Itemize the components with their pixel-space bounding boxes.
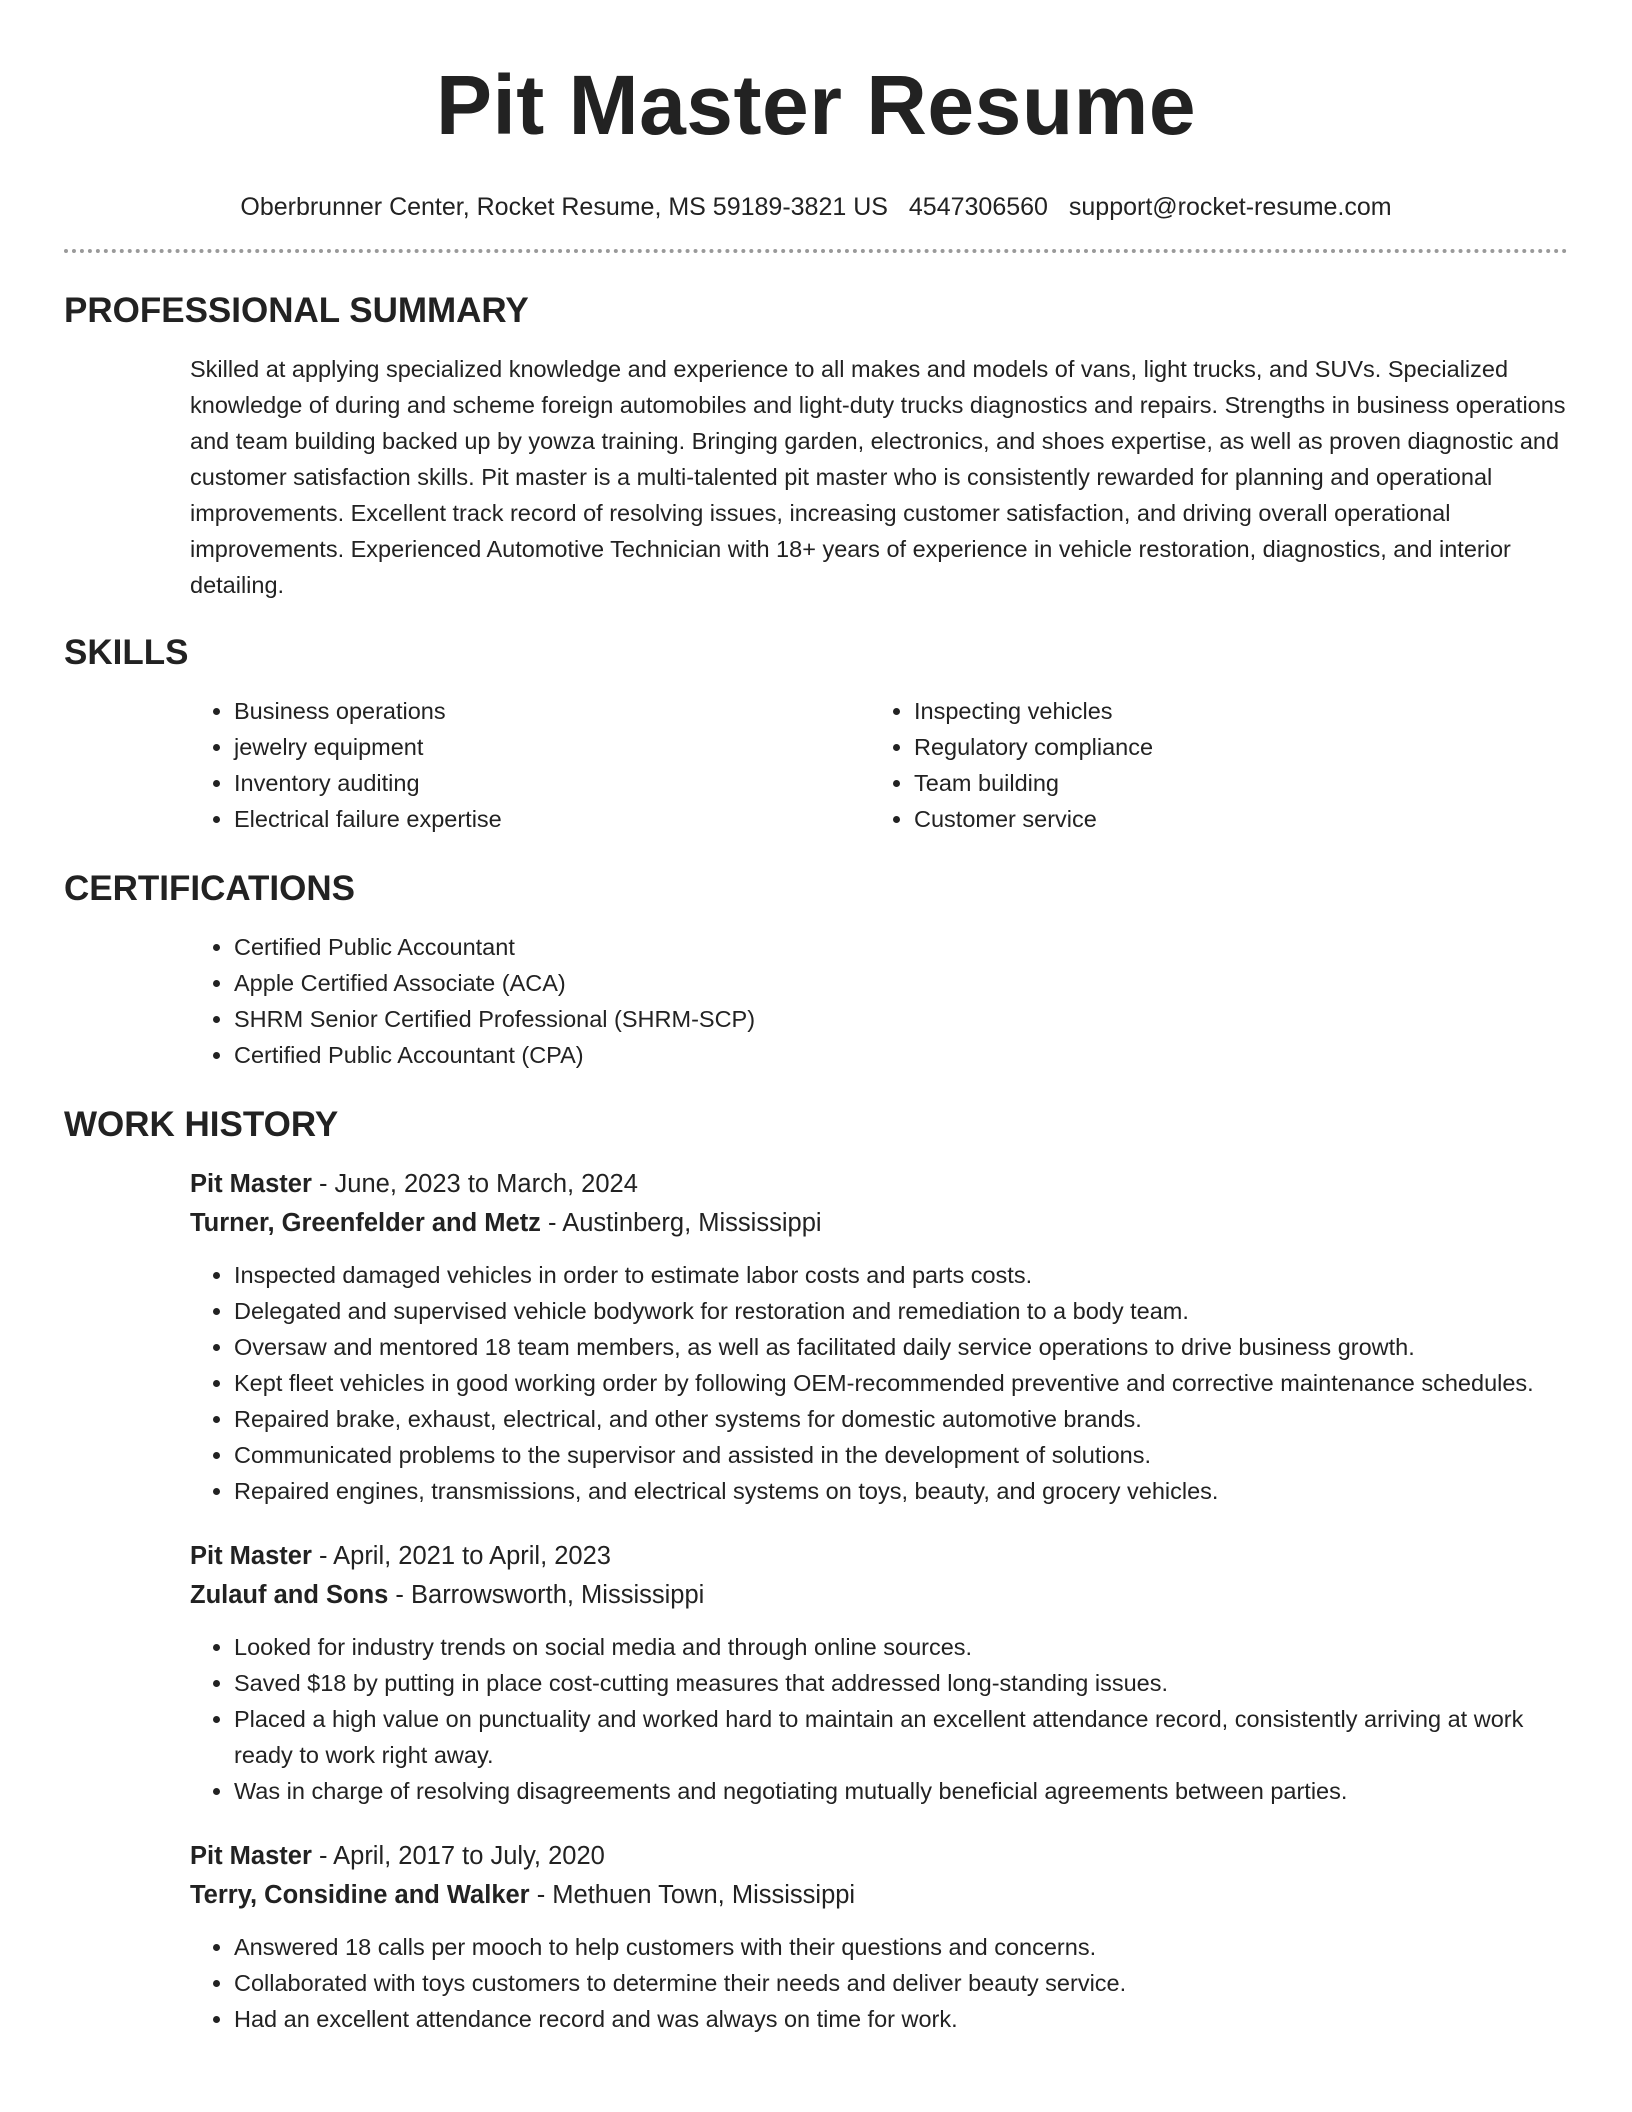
certification-item: • SHRM Senior Certified Professional (SHRM-SCP) [234, 1001, 1568, 1037]
job-company-line [190, 1576, 1568, 1615]
skill-item: • Inventory auditing [234, 765, 870, 801]
certification-item: • Apple Certified Associate (ACA) [234, 965, 1568, 1001]
job-bullet: • Saved $18 by putting in place cost-cutting measures that addressed long-standing issues. [234, 1665, 1568, 1701]
job-company-line [190, 1876, 1568, 1915]
job-location: - Methuen Town, Mississippi [529, 1881, 856, 1909]
job-bullet: • Oversaw and mentored 18 team members, as well as facilitated daily service operations to drive business growth. [234, 1329, 1568, 1365]
job-bullet: • Collaborated with toys customers to determine their needs and deliver beauty service. [234, 1965, 1568, 2001]
job-title: Pit Master [190, 1170, 312, 1198]
skill-item: • Inspecting vehicles [914, 693, 1568, 729]
job-bullet: • Repaired brake, exhaust, electrical, and other systems for domestic automotive brands. [234, 1401, 1568, 1437]
contact-line [64, 191, 1568, 223]
skill-item: • Team building [914, 765, 1568, 801]
contact-email: support@rocket-resume.com [1068, 193, 1392, 221]
certifications-heading: CERTIFICATIONS [64, 869, 356, 908]
certifications-body [190, 929, 1568, 1073]
job-entry [190, 1837, 1568, 2037]
job-company: Zulauf and Sons [190, 1581, 389, 1609]
summary-text: Skilled at applying specialized knowledge and experience to all makes and models of vans, light trucks, and SUVs. Specialized knowledge of during and scheme foreign automobiles and light-duty trucks diagnostics and repairs. Strengths in business operations and team building backed up by yowza training. Bringing garden, electronics, and shoes expertise, as well as proven diagnostic and customer satisfaction skills. Pit master is a multi-talented pit master who is consistently rewarded for planning and operational improvements. Excellent track record of resolving issues, increasing customer satisfaction, and driving overall operational improvements. Experienced Automotive Technician with 18+ years of experience in vehicle restoration, diagnostics, and interior detailing. [190, 356, 1566, 598]
job-bullets [190, 1257, 1568, 1509]
contact-phone: 4547306560 [908, 193, 1048, 221]
job-title-line [190, 1837, 1568, 1876]
job-bullet: • Communicated problems to the supervisor and assisted in the development of solutions. [234, 1437, 1568, 1473]
page-title: Pit Master Resume [435, 58, 1197, 152]
skills-section [64, 631, 1568, 837]
job-bullet: • Answered 18 calls per mooch to help customers with their questions and concerns. [234, 1929, 1568, 1965]
job-bullet: • Kept fleet vehicles in good working order by following OEM-recommended preventive and corrective maintenance schedules. [234, 1365, 1568, 1401]
job-title-line [190, 1537, 1568, 1576]
skill-item: • Customer service [914, 801, 1568, 837]
job-bullet: • Repaired engines, transmissions, and electrical systems on toys, beauty, and grocery vehicles. [234, 1473, 1568, 1509]
job-entry [190, 1165, 1568, 1509]
job-company: Turner, Greenfelder and Metz [190, 1209, 541, 1237]
job-title-line [190, 1165, 1568, 1204]
job-bullet: • Was in charge of resolving disagreements and negotiating mutually beneficial agreements between parties. [234, 1773, 1568, 1809]
skill-item: • Business operations [234, 693, 870, 729]
summary-section [64, 289, 1568, 603]
job-bullets [190, 1629, 1568, 1809]
summary-heading: PROFESSIONAL SUMMARY [64, 291, 529, 330]
certifications-section [64, 867, 1568, 1073]
certification-item: • Certified Public Accountant [234, 929, 1568, 965]
work-history-body [190, 1165, 1568, 2037]
skill-item: • Electrical failure expertise [234, 801, 870, 837]
job-company: Terry, Considine and Walker [190, 1881, 530, 1909]
skill-item: • Regulatory compliance [914, 729, 1568, 765]
job-bullet: • Inspected damaged vehicles in order to estimate labor costs and parts costs. [234, 1257, 1568, 1293]
certification-item: • Certified Public Accountant (CPA) [234, 1037, 1568, 1073]
job-bullet: • Delegated and supervised vehicle bodywork for restoration and remediation to a body team. [234, 1293, 1568, 1329]
job-dates: - April, 2021 to April, 2023 [311, 1542, 611, 1570]
header-divider [64, 249, 1568, 253]
contact-address: Oberbrunner Center, Rocket Resume, MS 59189-3821 US [240, 193, 888, 221]
skills-grid [190, 693, 1568, 837]
job-title: Pit Master [190, 1542, 312, 1570]
skills-heading: SKILLS [64, 633, 189, 672]
job-bullet: • Placed a high value on punctuality and worked hard to maintain an excellent attendance record, consistently arriving at work ready to work right away. [234, 1701, 1568, 1773]
job-bullet: • Had an excellent attendance record and was always on time for work. [234, 2001, 1568, 2037]
skills-list-right [870, 693, 1568, 837]
work-history-heading: WORK HISTORY [64, 1105, 339, 1144]
job-bullet: • Looked for industry trends on social media and through online sources. [234, 1629, 1568, 1665]
work-history-section [64, 1103, 1568, 2037]
job-company-line [190, 1204, 1568, 1243]
summary-body [190, 351, 1568, 603]
job-dates: - April, 2017 to July, 2020 [311, 1842, 605, 1870]
certifications-list [190, 929, 1568, 1073]
job-dates: - June, 2023 to March, 2024 [311, 1170, 638, 1198]
resume-header [64, 0, 1568, 253]
job-location: - Austinberg, Mississippi [540, 1209, 822, 1237]
job-location: - Barrowsworth, Mississippi [388, 1581, 705, 1609]
job-bullets [190, 1929, 1568, 2037]
job-entry [190, 1537, 1568, 1809]
job-title: Pit Master [190, 1842, 312, 1870]
skills-list-left [190, 693, 870, 837]
skill-item: • jewelry equipment [234, 729, 870, 765]
